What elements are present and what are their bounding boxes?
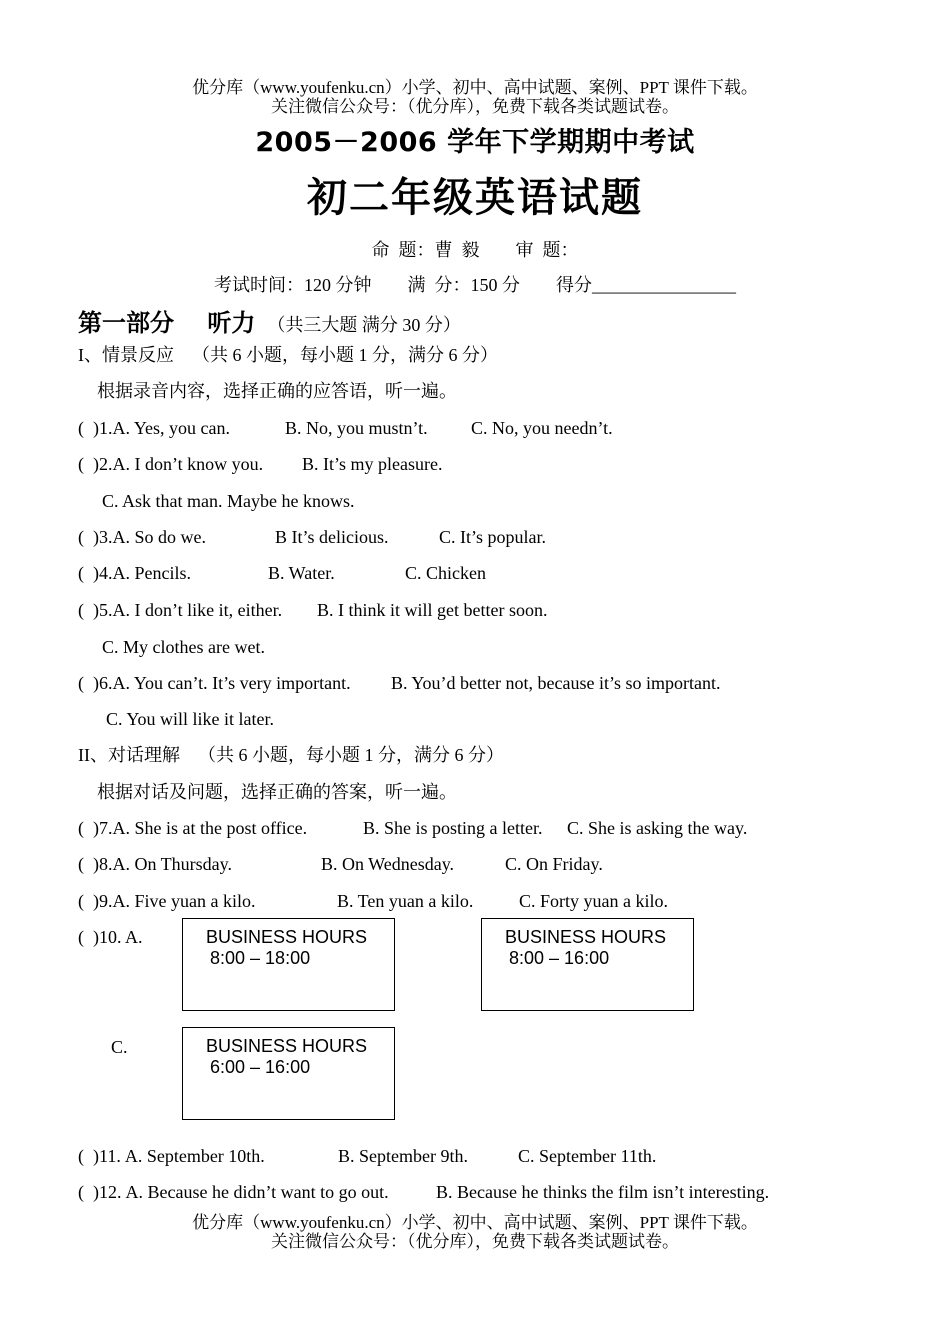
section-1-title: I、情景反应 （共 6 小题，每小题 1 分，满分 6 分）: [78, 345, 498, 365]
part-1-heading: [78, 303, 461, 338]
option-b: B. On Wednesday.: [321, 854, 455, 874]
option-c: C. My clothes are wet.: [102, 637, 265, 657]
option-c: C. September 11th.: [518, 1146, 657, 1166]
option-b: B. She is posting a letter.: [363, 818, 543, 838]
footer-line-2: 关注微信公众号：（优分库），免费下载各类试题试卷。: [271, 1232, 679, 1251]
question-2: [78, 453, 263, 475]
question-number: ( )11.: [78, 1146, 121, 1166]
question-number: ( )2.: [78, 454, 113, 474]
section-2-title: II、对话理解 （共 6 小题，每小题 1 分，满分 6 分）: [78, 745, 504, 765]
option-c: C. You will like it later.: [106, 709, 275, 729]
section-2-instruction: 根据对话及问题，选择正确的答案，听一遍。: [97, 782, 457, 802]
option-a: A. So do we.: [112, 527, 206, 547]
question-1: [78, 417, 230, 439]
option-a: A. I don’t like it, either.: [112, 600, 283, 620]
business-hours-box-a: [182, 918, 395, 1011]
option-b: B. No, you mustn’t.: [285, 418, 428, 438]
option-c: C. It’s popular.: [439, 527, 546, 547]
question-12: [78, 1181, 389, 1203]
question-6: [78, 672, 351, 694]
option-a: A. September 10th.: [124, 1146, 265, 1166]
business-hours-box-c: [182, 1027, 395, 1120]
question-number: ( )8.: [78, 854, 113, 874]
option-a: A. Because he didn’t want to go out.: [125, 1182, 389, 1202]
option-c: C. No, you needn’t.: [471, 418, 613, 438]
option-b: B. Ten yuan a kilo.: [337, 891, 474, 911]
box-hours: 8:00 – 18:00: [210, 948, 311, 968]
business-hours-box-b: [481, 918, 694, 1011]
question-5: [78, 599, 282, 621]
question-number: ( )4.: [78, 563, 113, 583]
option-c: C. Chicken: [405, 563, 486, 583]
option-a: A. Five yuan a kilo.: [112, 891, 256, 911]
question-3: [78, 526, 206, 548]
question-number: ( )6.: [78, 673, 113, 693]
question-number: ( )7.: [78, 818, 113, 838]
box-hours: 8:00 – 16:00: [509, 948, 610, 968]
header-line-1: 优分库（www.youfenku.cn）小学、初中、高中试题、案例、PPT 课件下载。: [192, 78, 758, 97]
option-b: B. September 9th.: [338, 1146, 468, 1166]
option-c: C. She is asking the way.: [567, 818, 748, 838]
box-hours: 6:00 – 16:00: [210, 1057, 311, 1077]
box-heading: BUSINESS HOURS: [206, 1036, 368, 1056]
option-c: C. On Friday.: [505, 854, 603, 874]
question-8: [78, 853, 232, 875]
option-b: B. You’d better not, because it’s so important.: [391, 673, 721, 693]
option-b: B. It’s my pleasure.: [302, 454, 443, 474]
question-9: [78, 890, 255, 912]
question-number: ( )5.: [78, 600, 113, 620]
question-number: ( )1.: [78, 418, 113, 438]
exam-info-line: 考试时间：120 分钟 满 分：150 分 得分________________: [214, 275, 736, 295]
option-a: A. On Thursday.: [112, 854, 232, 874]
option-a: A. I don’t know you.: [112, 454, 264, 474]
question-10-c-label: C.: [111, 1037, 128, 1057]
option-c: C. Forty yuan a kilo.: [519, 891, 668, 911]
option-a: A. Pencils.: [112, 563, 191, 583]
exam-subject-title: 初二年级英语试题: [307, 175, 643, 221]
question-number: ( )12.: [78, 1182, 122, 1202]
option-b: B It’s delicious.: [275, 527, 389, 547]
option-b: B. I think it will get better soon.: [317, 600, 548, 620]
question-number: ( )3.: [78, 527, 113, 547]
question-10: ( )10. A.: [78, 927, 143, 947]
question-11: [78, 1145, 265, 1167]
question-4: [78, 562, 191, 584]
header-line-2: 关注微信公众号：（优分库），免费下载各类试题试卷。: [271, 97, 679, 116]
question-7: [78, 817, 307, 839]
option-a: A. She is at the post office.: [112, 818, 308, 838]
box-heading: BUSINESS HOURS: [206, 927, 368, 947]
footer-line-1: 优分库（www.youfenku.cn）小学、初中、高中试题、案例、PPT 课件下载。: [192, 1213, 758, 1232]
option-a: A. Yes, you can.: [112, 418, 231, 438]
option-c: C. Ask that man. Maybe he knows.: [102, 491, 355, 511]
option-a: A. You can’t. It’s very important.: [112, 673, 351, 693]
option-b: B. Water.: [268, 563, 335, 583]
box-heading: BUSINESS HOURS: [505, 927, 667, 947]
authors-line: 命 题：曹 毅 审 题：: [371, 240, 579, 260]
option-b: B. Because he thinks the film isn’t interesting.: [436, 1182, 770, 1202]
part-1-note: （共三大题 满分 30 分）: [267, 315, 461, 335]
exam-term-title: 2005－2006 学年下学期期中考试: [255, 127, 695, 158]
question-number: ( )9.: [78, 891, 113, 911]
part-1-title: 第一部分 听力: [78, 309, 256, 337]
section-1-instruction: 根据录音内容，选择正确的应答语，听一遍。: [97, 381, 457, 401]
